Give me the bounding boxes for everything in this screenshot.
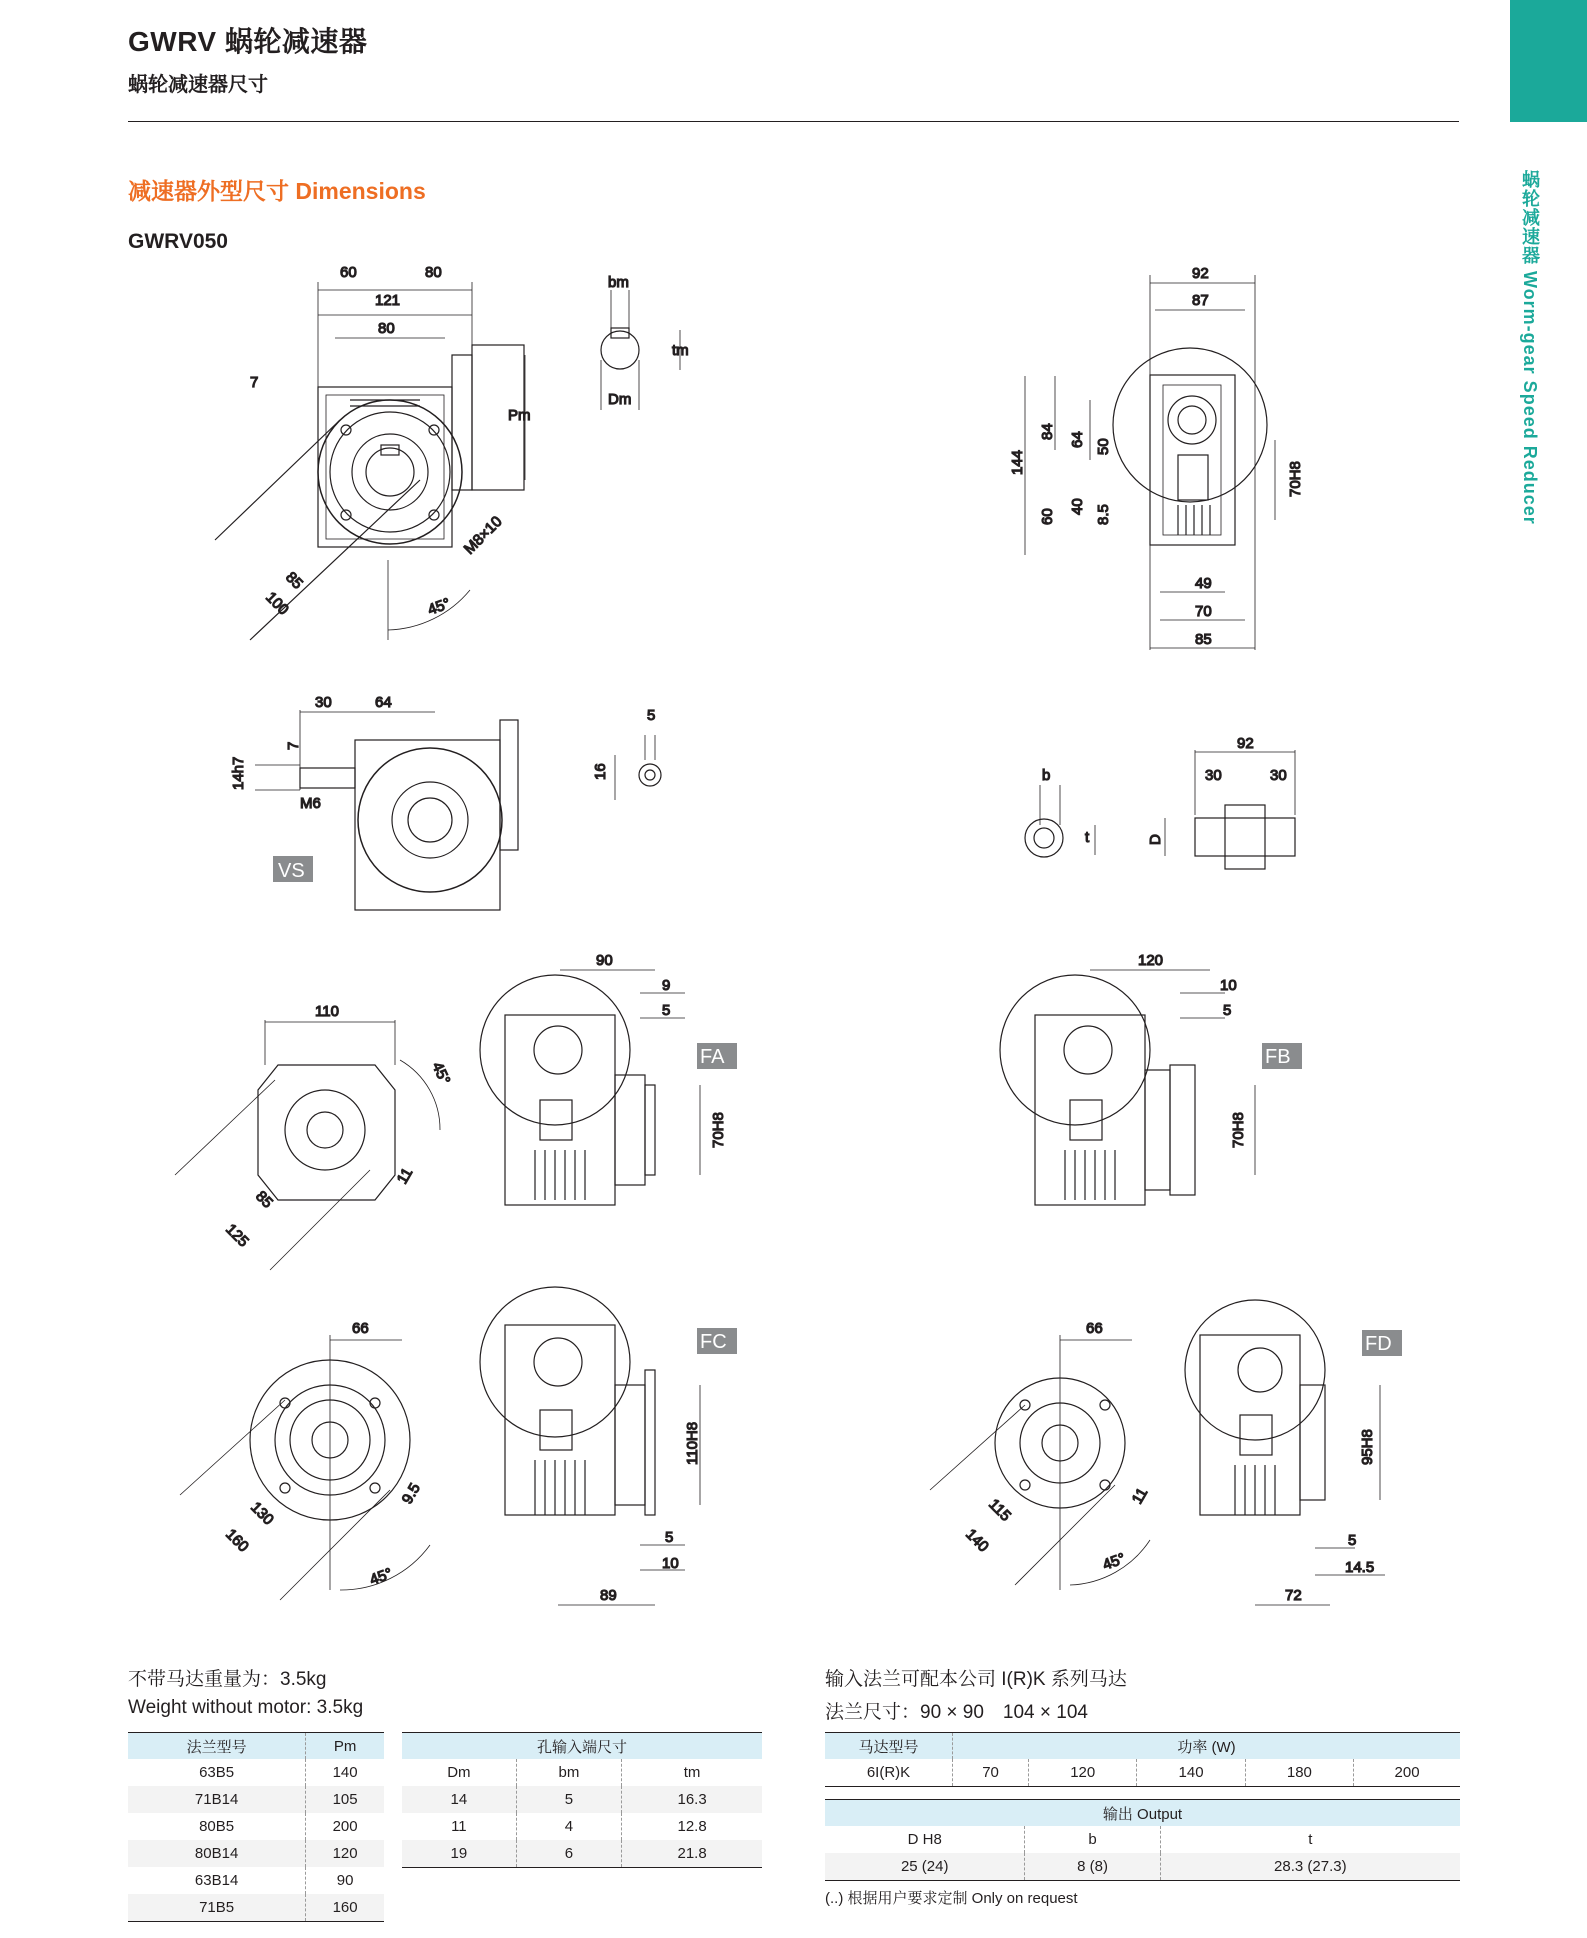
svg-text:130: 130 xyxy=(247,1498,277,1529)
header-rule xyxy=(128,121,1459,122)
flange-table xyxy=(128,1732,384,1922)
svg-text:14.5: 14.5 xyxy=(1345,1559,1375,1576)
svg-text:89: 89 xyxy=(600,1587,617,1604)
svg-text:45°: 45° xyxy=(1100,1550,1128,1574)
svg-text:115: 115 xyxy=(985,1495,1015,1525)
table-row: 63B5 140 xyxy=(128,1759,384,1786)
svg-text:160: 160 xyxy=(222,1525,252,1556)
footnote: (..) 根据用户要求定制 Only on request xyxy=(825,1890,1078,1907)
flange-size-note: 法兰尺寸：90 × 90 104 × 104 xyxy=(825,1702,1088,1723)
svg-text:121: 121 xyxy=(375,292,401,309)
svg-text:40: 40 xyxy=(1069,498,1086,515)
svg-text:FB: FB xyxy=(1265,1046,1291,1068)
svg-text:70: 70 xyxy=(1195,603,1212,620)
svg-text:bm: bm xyxy=(608,274,629,291)
svg-text:30: 30 xyxy=(315,694,332,711)
svg-text:VS: VS xyxy=(278,860,305,882)
svg-text:100: 100 xyxy=(262,588,292,619)
flange-col-model: 法兰型号 xyxy=(128,1733,306,1760)
table-row: 25 (24) 8 (8) 28.3 (27.3) xyxy=(825,1853,1460,1881)
svg-text:FA: FA xyxy=(700,1046,725,1068)
weight-note-cn: 不带马达重量为：3.5kg xyxy=(128,1669,327,1690)
svg-text:140: 140 xyxy=(962,1525,992,1556)
table-row: 11 4 12.8 xyxy=(402,1813,762,1840)
svg-text:11: 11 xyxy=(1128,1485,1152,1507)
svg-text:16: 16 xyxy=(592,763,609,780)
svg-text:b: b xyxy=(1042,767,1051,784)
svg-text:7: 7 xyxy=(250,374,259,391)
dimension-drawings xyxy=(128,250,1473,1630)
svg-text:66: 66 xyxy=(1086,1320,1103,1337)
svg-text:30: 30 xyxy=(1270,767,1287,784)
weight-note-en: Weight without motor: 3.5kg xyxy=(128,1697,364,1718)
view-fa-flange xyxy=(175,1020,440,1270)
svg-text:60: 60 xyxy=(1039,508,1056,525)
svg-text:11: 11 xyxy=(393,1165,417,1187)
svg-text:85: 85 xyxy=(252,1187,276,1212)
svg-text:D: D xyxy=(1147,834,1164,845)
bore-table-title: 孔输入端尺寸 xyxy=(402,1733,762,1760)
table-row: 14 5 16.3 xyxy=(402,1786,762,1813)
svg-text:45°: 45° xyxy=(428,1059,454,1088)
bore-table: 孔输入端尺寸 Dm bm tm 14 5 16.3 11 4 12.8 19 6 21.8 xyxy=(402,1732,762,1868)
svg-text:70H8: 70H8 xyxy=(1287,461,1304,497)
motor-table: 马达型号 功率 (W) 6I(R)K 70 120 140 180 200 xyxy=(825,1732,1460,1787)
output-table: 输出 Output D H8 b t 25 (24) 8 (8) 28.3 (27.3) xyxy=(825,1799,1460,1881)
svg-text:5: 5 xyxy=(665,1529,674,1546)
table-row: 71B14 105 xyxy=(128,1786,384,1813)
svg-text:7: 7 xyxy=(285,741,302,750)
svg-text:125: 125 xyxy=(222,1220,252,1251)
model-label: GWRV050 xyxy=(128,230,228,253)
svg-text:84: 84 xyxy=(1039,423,1056,440)
svg-text:144: 144 xyxy=(1009,449,1026,475)
svg-text:14h7: 14h7 xyxy=(230,756,247,790)
corner-tab xyxy=(1510,0,1587,122)
view-key-detail xyxy=(615,735,661,800)
svg-text:80: 80 xyxy=(378,320,395,337)
svg-text:5: 5 xyxy=(1348,1532,1357,1549)
svg-text:9.5: 9.5 xyxy=(398,1480,424,1507)
svg-text:90: 90 xyxy=(596,952,613,969)
svg-text:50: 50 xyxy=(1095,438,1112,455)
side-label: 蜗轮减速器 Worm-gear Speed Reducer xyxy=(1520,170,1540,525)
svg-text:80: 80 xyxy=(425,264,442,281)
svg-text:87: 87 xyxy=(1192,292,1209,309)
svg-text:49: 49 xyxy=(1195,575,1212,592)
table-row: 80B14 120 xyxy=(128,1840,384,1867)
svg-text:64: 64 xyxy=(375,694,392,711)
svg-text:5: 5 xyxy=(662,1002,671,1019)
svg-text:60: 60 xyxy=(340,264,357,281)
svg-text:70H8: 70H8 xyxy=(1230,1112,1247,1148)
svg-text:8.5: 8.5 xyxy=(1095,504,1112,525)
table-row: 80B5 200 xyxy=(128,1813,384,1840)
svg-text:45°: 45° xyxy=(425,595,453,619)
svg-text:120: 120 xyxy=(1138,952,1164,969)
svg-text:110H8: 110H8 xyxy=(684,1421,701,1465)
table-row: 63B14 90 xyxy=(128,1867,384,1894)
section-title: 减速器外型尺寸 Dimensions xyxy=(128,178,426,204)
svg-text:72: 72 xyxy=(1285,1587,1302,1604)
svg-text:10: 10 xyxy=(1220,977,1237,994)
svg-text:85: 85 xyxy=(1195,631,1212,648)
svg-text:92: 92 xyxy=(1192,265,1209,282)
svg-text:M6: M6 xyxy=(300,795,321,812)
table-row: 19 6 21.8 xyxy=(402,1840,762,1868)
svg-text:45°: 45° xyxy=(367,1565,395,1589)
svg-text:5: 5 xyxy=(647,707,656,724)
svg-text:FC: FC xyxy=(700,1331,727,1353)
flange-col-pm: Pm xyxy=(306,1733,384,1760)
svg-text:92: 92 xyxy=(1237,735,1254,752)
svg-text:Dm: Dm xyxy=(608,391,632,408)
svg-text:66: 66 xyxy=(352,1320,369,1337)
svg-text:10: 10 xyxy=(662,1555,679,1572)
view-main-front xyxy=(1025,275,1275,650)
svg-text:30: 30 xyxy=(1205,767,1222,784)
svg-text:Pm: Pm xyxy=(508,407,531,424)
flange-match-note: 输入法兰可配本公司 I(R)K 系列马达 xyxy=(825,1669,1127,1690)
svg-text:95H8: 95H8 xyxy=(1359,1429,1376,1465)
table-row: 6I(R)K 70 120 140 180 200 xyxy=(825,1759,1460,1787)
svg-text:9: 9 xyxy=(662,977,671,994)
svg-text:t: t xyxy=(1085,829,1090,846)
view-fc-flange xyxy=(180,1335,430,1600)
svg-text:85: 85 xyxy=(282,568,306,593)
svg-text:64: 64 xyxy=(1069,431,1086,448)
svg-text:FD: FD xyxy=(1365,1333,1392,1355)
page-subtitle: 蜗轮减速器尺寸 xyxy=(128,74,268,96)
view-fb-front xyxy=(1000,970,1255,1205)
svg-text:70H8: 70H8 xyxy=(710,1112,727,1148)
svg-text:5: 5 xyxy=(1223,1002,1232,1019)
view-output-shaft xyxy=(1025,750,1295,869)
svg-text:tm: tm xyxy=(672,342,689,359)
svg-text:M8×10: M8×10 xyxy=(460,513,506,558)
svg-text:110: 110 xyxy=(315,1003,339,1020)
table-row: 71B5 160 xyxy=(128,1894,384,1922)
view-main-side xyxy=(215,282,525,640)
page-title: GWRV 蜗轮减速器 xyxy=(128,26,368,57)
